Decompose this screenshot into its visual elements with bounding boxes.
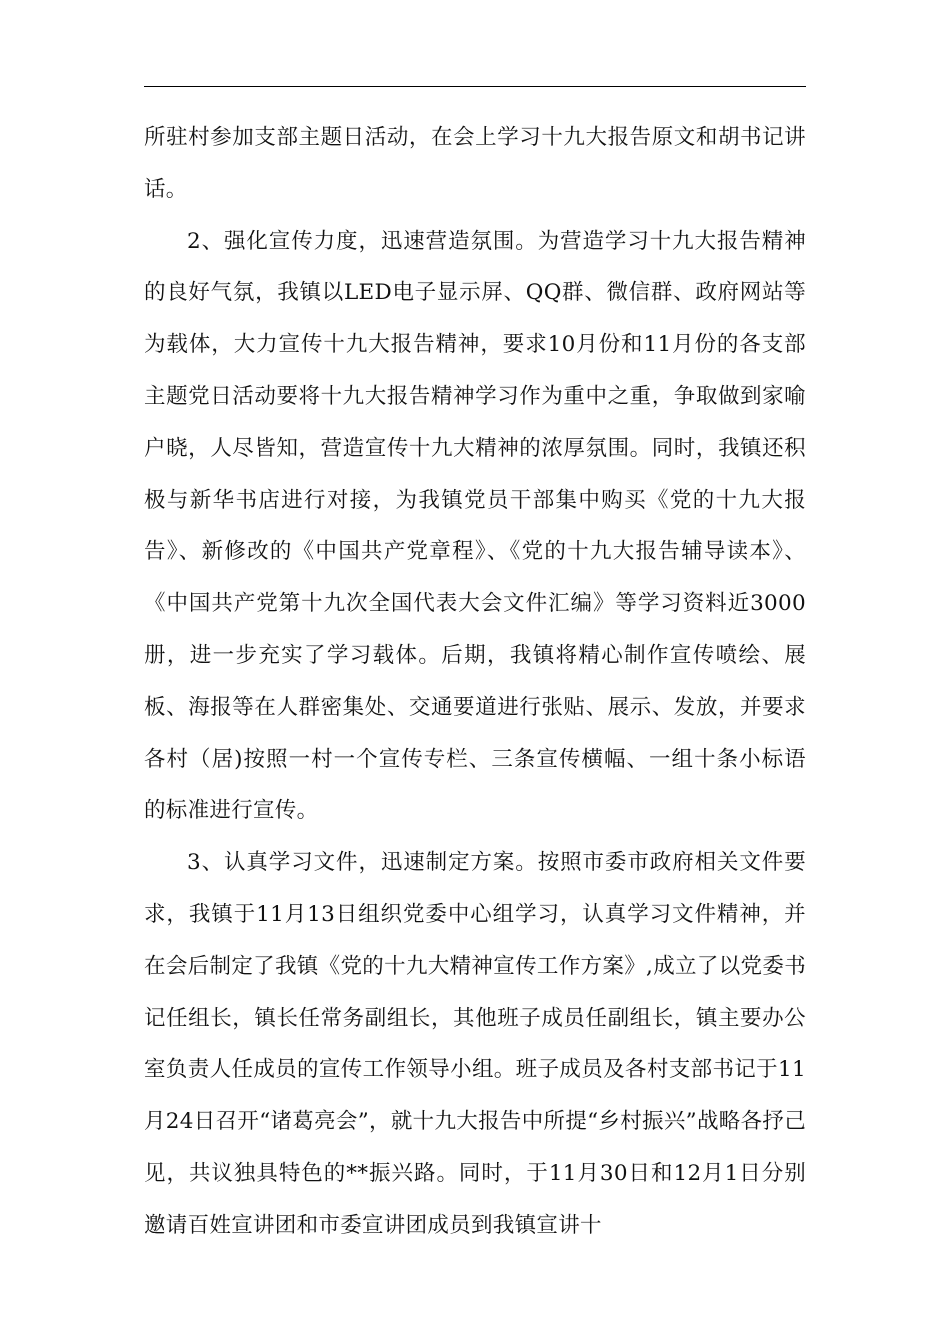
header-rule — [144, 86, 806, 87]
paragraph-publicity: 2、强化宣传力度，迅速营造氛围。为营造学习十九大报告精神的良好气氛，我镇以LED电子显示屏、QQ群、微信群、政府网站等为载体，大力宣传十九大报告精神，要求10月份和11月份的各支部主题党日活动要将十九大报告精神学习作为重中之重，争取做到家喻户晓，人尽皆知，营造宣传十九大精神的浓厚氛围。同时，我镇还积极与新华书店进行对接，为我镇党员干部集中购买《党的十九大报告》、新修改的《中国共产党章程》、《党的十九大报告辅导读本》、《中国共产党第十九次全国代表大会文件汇编》等学习资料近3000册，进一步充实了学习载体。后期，我镇将精心制作宣传喷绘、展板、海报等在人群密集处、交通要道进行张贴、展示、发放，并要求各村（居)按照一村一个宣传专栏、三条宣传横幅、一组十条小标语的标准进行宣传。 — [144, 228, 806, 824]
paragraph-continuation: 所驻村参加支部主题日活动，在会上学习十九大报告原文和胡书记讲话。 — [144, 125, 806, 202]
paragraph-study-plan: 3、认真学习文件，迅速制定方案。按照市委市政府相关文件要求，我镇于11月13日组织党委中心组学习，认真学习文件精神，并在会后制定了我镇《党的十九大精神宣传工作方案》,成立了以党委书记任组长，镇长任常务副组长，其他班子成员任副组长，镇主要办公室负责人任成员的宣传工作领导小组。班子成员及各村支部书记于11月24日召开“诸葛亮会”，就十九大报告中所提“乡村振兴”战略各抒己见，共议独具特色的**振兴路。同时，于11月30日和12月1日分别邀请百姓宣讲团和市委宣讲团成员到我镇宣讲十 — [144, 850, 806, 1238]
document-body — [144, 112, 806, 1252]
